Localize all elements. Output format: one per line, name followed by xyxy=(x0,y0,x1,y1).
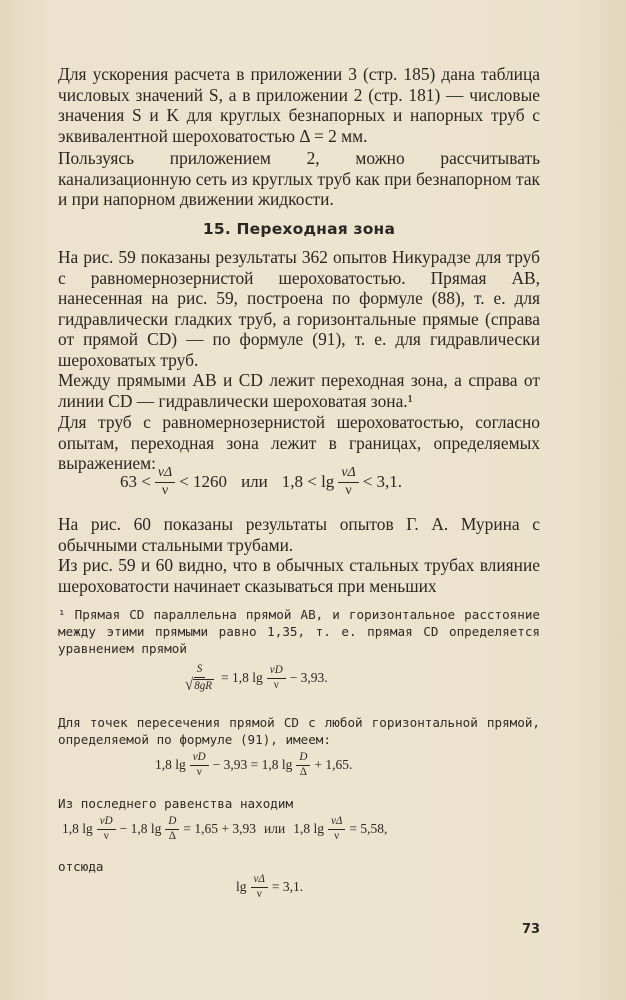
paragraph-6: На рис. 60 показаны результаты опытов Г. А. Мурина с обычными стальными трубами. xyxy=(58,514,540,555)
formula1-right-post: < 3,1. xyxy=(362,472,403,492)
eqC-mid: − 1,8 lg xyxy=(119,821,162,837)
footnote-equation-d xyxy=(236,874,303,900)
paragraph-4-block xyxy=(58,370,540,411)
footnote-block-2 xyxy=(58,714,540,748)
paragraph-5-block xyxy=(58,412,540,474)
formula1-mid: < 1260 xyxy=(179,472,228,492)
eqC-num3: vΔ xyxy=(328,816,345,830)
eqC-fraction-3 xyxy=(328,816,345,842)
formula1-frac-den: ν xyxy=(161,482,169,498)
formula1-fraction xyxy=(155,466,175,498)
eqA-num: S xyxy=(194,664,206,678)
formula1-right-pre: 1,8 < lg xyxy=(281,472,335,492)
eqC-tail: = 5,58, xyxy=(349,821,388,837)
eqB-tail: + 1,65. xyxy=(314,757,353,773)
paragraph-4: Между прямыми AB и CD лежит переходная зона, а справа от линии CD — гидравлически шероховатая зона.¹ xyxy=(58,370,540,411)
formula1-word: или xyxy=(241,472,268,492)
formula-transition-bounds xyxy=(120,466,402,498)
footnote-block-1 xyxy=(58,606,540,658)
footnote-block-3 xyxy=(58,795,540,812)
paragraph-2-block xyxy=(58,148,540,210)
footnote-equation-a xyxy=(178,664,328,692)
paragraph-7: Из рис. 59 и 60 видно, что в обычных стальных трубах влияние шероховатости начинает сказываться при меньших xyxy=(58,555,540,596)
eqD-num: vΔ xyxy=(251,874,268,888)
eqC-word: или xyxy=(264,821,286,837)
footnote-text-1: ¹ Прямая CD параллельна прямой AB, и горизонтальное расстояние между этими прямыми равно 1,35, т. е. прямая CD определяется уравнением прямой xyxy=(58,607,540,657)
paragraph-5: Для труб с равномернозернистой шероховатостью, согласно опытам, переходная зона лежит в границах, определяемых выражением: xyxy=(58,412,540,474)
eqD-den: ν xyxy=(256,887,262,900)
formula1-frac-num: vΔ xyxy=(155,466,175,483)
page-number: 73 xyxy=(522,922,541,937)
paragraph-6-block xyxy=(58,514,540,555)
eqC-num2: D xyxy=(165,816,179,830)
eqC-pre2: 1,8 lg xyxy=(293,821,324,837)
formula1-frac2-den: ν xyxy=(345,482,352,498)
footnote-text-3: Из последнего равенства находим xyxy=(58,796,294,811)
footnote-block-4 xyxy=(58,858,540,875)
eqB-fraction-2 xyxy=(296,752,310,778)
paragraph-1: Для ускорения расчета в приложении 3 (стр. 185) дана таблица числовых значений S, а в приложении 2 (стр. 181) — числовые значения S и K для круглых безнапорных и напорных труб с эквивалентной шероховатостью Δ = 2 мм. xyxy=(58,64,540,146)
eqA-tail: − 3,93. xyxy=(289,670,328,686)
paragraph-3: На рис. 59 показаны результаты 362 опытов Никурадзе для труб с равномернозернистой шероховатостью. Прямая AB, нанесенная на рис. 59, построена по формуле (88), т. е. для гидравлически гладких труб, а горизонтальные прямые (справа от прямой CD) — по формуле (91), т. е. для гидравлически шероховатых труб. xyxy=(58,247,540,370)
eqA-fraction-2 xyxy=(267,665,286,691)
eqB-den: ν xyxy=(196,765,202,778)
eqD-pre: lg xyxy=(236,879,247,895)
footnote-equation-c xyxy=(62,816,387,842)
footnote-text-4: отсюда xyxy=(58,859,104,874)
eqA-num2: vD xyxy=(267,665,286,679)
eqA-den-root xyxy=(182,675,217,694)
eqD-fraction xyxy=(251,874,268,900)
eqA-den: 8gR xyxy=(194,679,213,692)
paragraph-3-block xyxy=(58,247,540,371)
eqA-fraction xyxy=(182,664,217,692)
eqC-den3: ν xyxy=(334,829,340,842)
formula1-left: 63 < xyxy=(120,472,151,492)
formula1-fraction-2 xyxy=(338,466,358,498)
footnote-text-2: Для точек пересечения прямой CD с любой горизонтальной прямой, определяемой по формуле (91), имеем: xyxy=(58,715,540,748)
eqC-den2: Δ xyxy=(168,829,176,842)
formula1-frac2-num: vΔ xyxy=(338,466,358,483)
eqC-mid2: = 1,65 + 3,93 xyxy=(183,821,257,837)
eqC-den: ν xyxy=(103,829,109,842)
eqD-tail: = 3,1. xyxy=(271,879,304,895)
eqB-num: vD xyxy=(190,752,209,766)
eqB-den2: Δ xyxy=(299,765,307,778)
eqC-fraction-2 xyxy=(165,816,179,842)
sqrt-symbol: √ 8gR xyxy=(185,675,213,694)
paragraph-7-block xyxy=(58,555,540,596)
eqA-den2: ν xyxy=(273,678,279,691)
eqC-num: vD xyxy=(97,816,116,830)
eqC-fraction xyxy=(97,816,116,842)
eqB-mid: − 3,93 = 1,8 lg xyxy=(212,757,293,773)
paragraph-2: Пользуясь приложением 2, можно рассчитывать канализационную сеть из круглых труб как при безнапорном так и при напорном движении жидкости. xyxy=(58,148,540,210)
eqA-mid: = 1,8 lg xyxy=(221,670,263,686)
eqB-num2: D xyxy=(296,752,310,766)
footnote-equation-b xyxy=(155,752,352,778)
section-heading: 15. Переходная зона xyxy=(202,220,396,238)
eqB-fraction xyxy=(190,752,209,778)
eqC-pre: 1,8 lg xyxy=(62,821,93,837)
paragraph-1-block xyxy=(58,64,540,146)
eqB-pre: 1,8 lg xyxy=(155,757,186,773)
